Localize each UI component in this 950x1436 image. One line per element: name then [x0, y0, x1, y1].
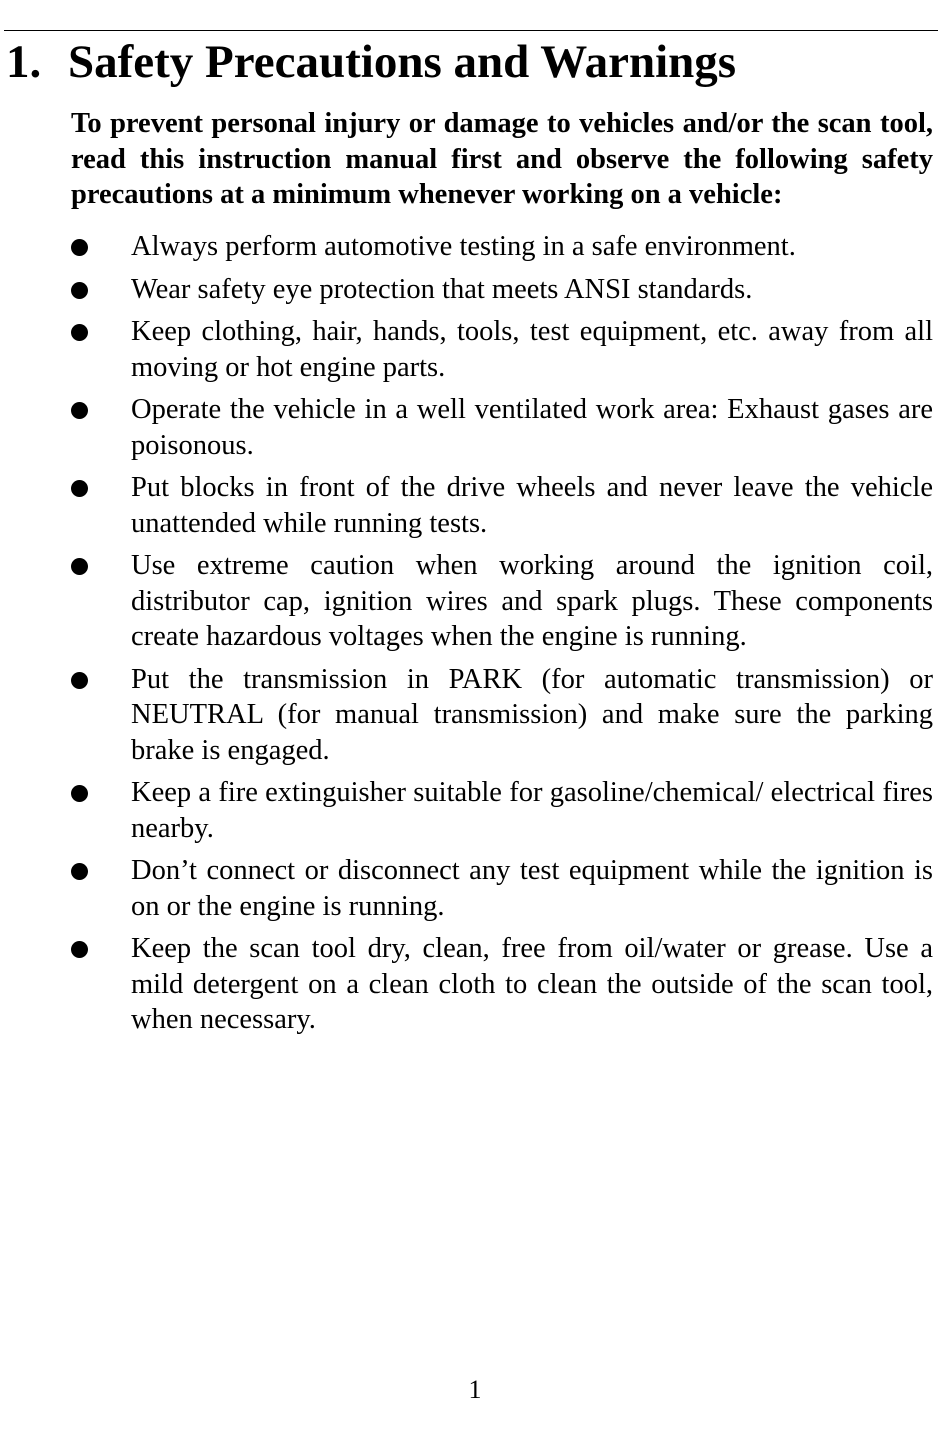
top-rule: [4, 30, 938, 31]
list-item-text: Keep clothing, hair, hands, tools, test equipment, etc. away from all moving or hot engine parts.: [131, 316, 933, 383]
bullet-icon: [71, 558, 88, 575]
section-number: 1.: [6, 36, 42, 88]
list-item: [0, 931, 950, 1038]
list-item-text: Don’t connect or disconnect any test equipment while the ignition is on or the engine is running.: [131, 855, 933, 922]
list-item-text: Wear safety eye protection that meets ANSI standards.: [131, 273, 753, 305]
page-number: 1: [468, 1375, 482, 1404]
list-item: [0, 853, 950, 924]
list-item: [0, 229, 950, 265]
list-item: [0, 470, 950, 541]
bullet-icon: [71, 863, 88, 880]
bullet-icon: [71, 672, 88, 689]
list-item: [0, 775, 950, 846]
list-item-text: Keep the scan tool dry, clean, free from oil/water or grease. Use a mild detergent on a clean cloth to clean the outside of the scan tool, when necessary.: [131, 933, 933, 1035]
bullet-icon: [71, 941, 88, 958]
list-item: [0, 662, 950, 769]
bullet-icon: [71, 785, 88, 802]
list-item-text: Use extreme caution when working around the ignition coil, distributor cap, ignition wires and spark plugs. These components create hazardous voltages when the engine is running.: [131, 550, 933, 652]
list-item-text: Put blocks in front of the drive wheels and never leave the vehicle unattended while running tests.: [131, 472, 933, 539]
intro-paragraph: To prevent personal injury or damage to vehicles and/or the scan tool, read this instruction manual first and observe the following safety precautions at a minimum whenever working on a vehicle:: [71, 108, 933, 210]
list-item-text: Always perform automotive testing in a safe environment.: [131, 231, 796, 262]
list-item: [0, 548, 950, 655]
safety-precautions-list: [0, 229, 950, 1045]
list-item: [0, 272, 950, 308]
list-item-text: Operate the vehicle in a well ventilated work area: Exhaust gases are poisonous.: [131, 394, 933, 461]
list-item-text: Put the transmission in PARK (for automatic transmission) or NEUTRAL (for manual transmission) and make sure the parking brake is engaged.: [131, 663, 933, 766]
bullet-icon: [71, 324, 88, 341]
list-item-text: Keep a fire extinguisher suitable for gasoline/chemical/ electrical fires nearby.: [131, 777, 933, 844]
section-heading: [6, 34, 736, 90]
section-title: Safety Precautions and Warnings: [68, 36, 737, 88]
list-item: [0, 314, 950, 385]
bullet-icon: [71, 282, 88, 299]
bullet-icon: [71, 402, 88, 419]
list-item: [0, 392, 950, 463]
bullet-icon: [71, 239, 88, 256]
bullet-icon: [71, 480, 88, 497]
